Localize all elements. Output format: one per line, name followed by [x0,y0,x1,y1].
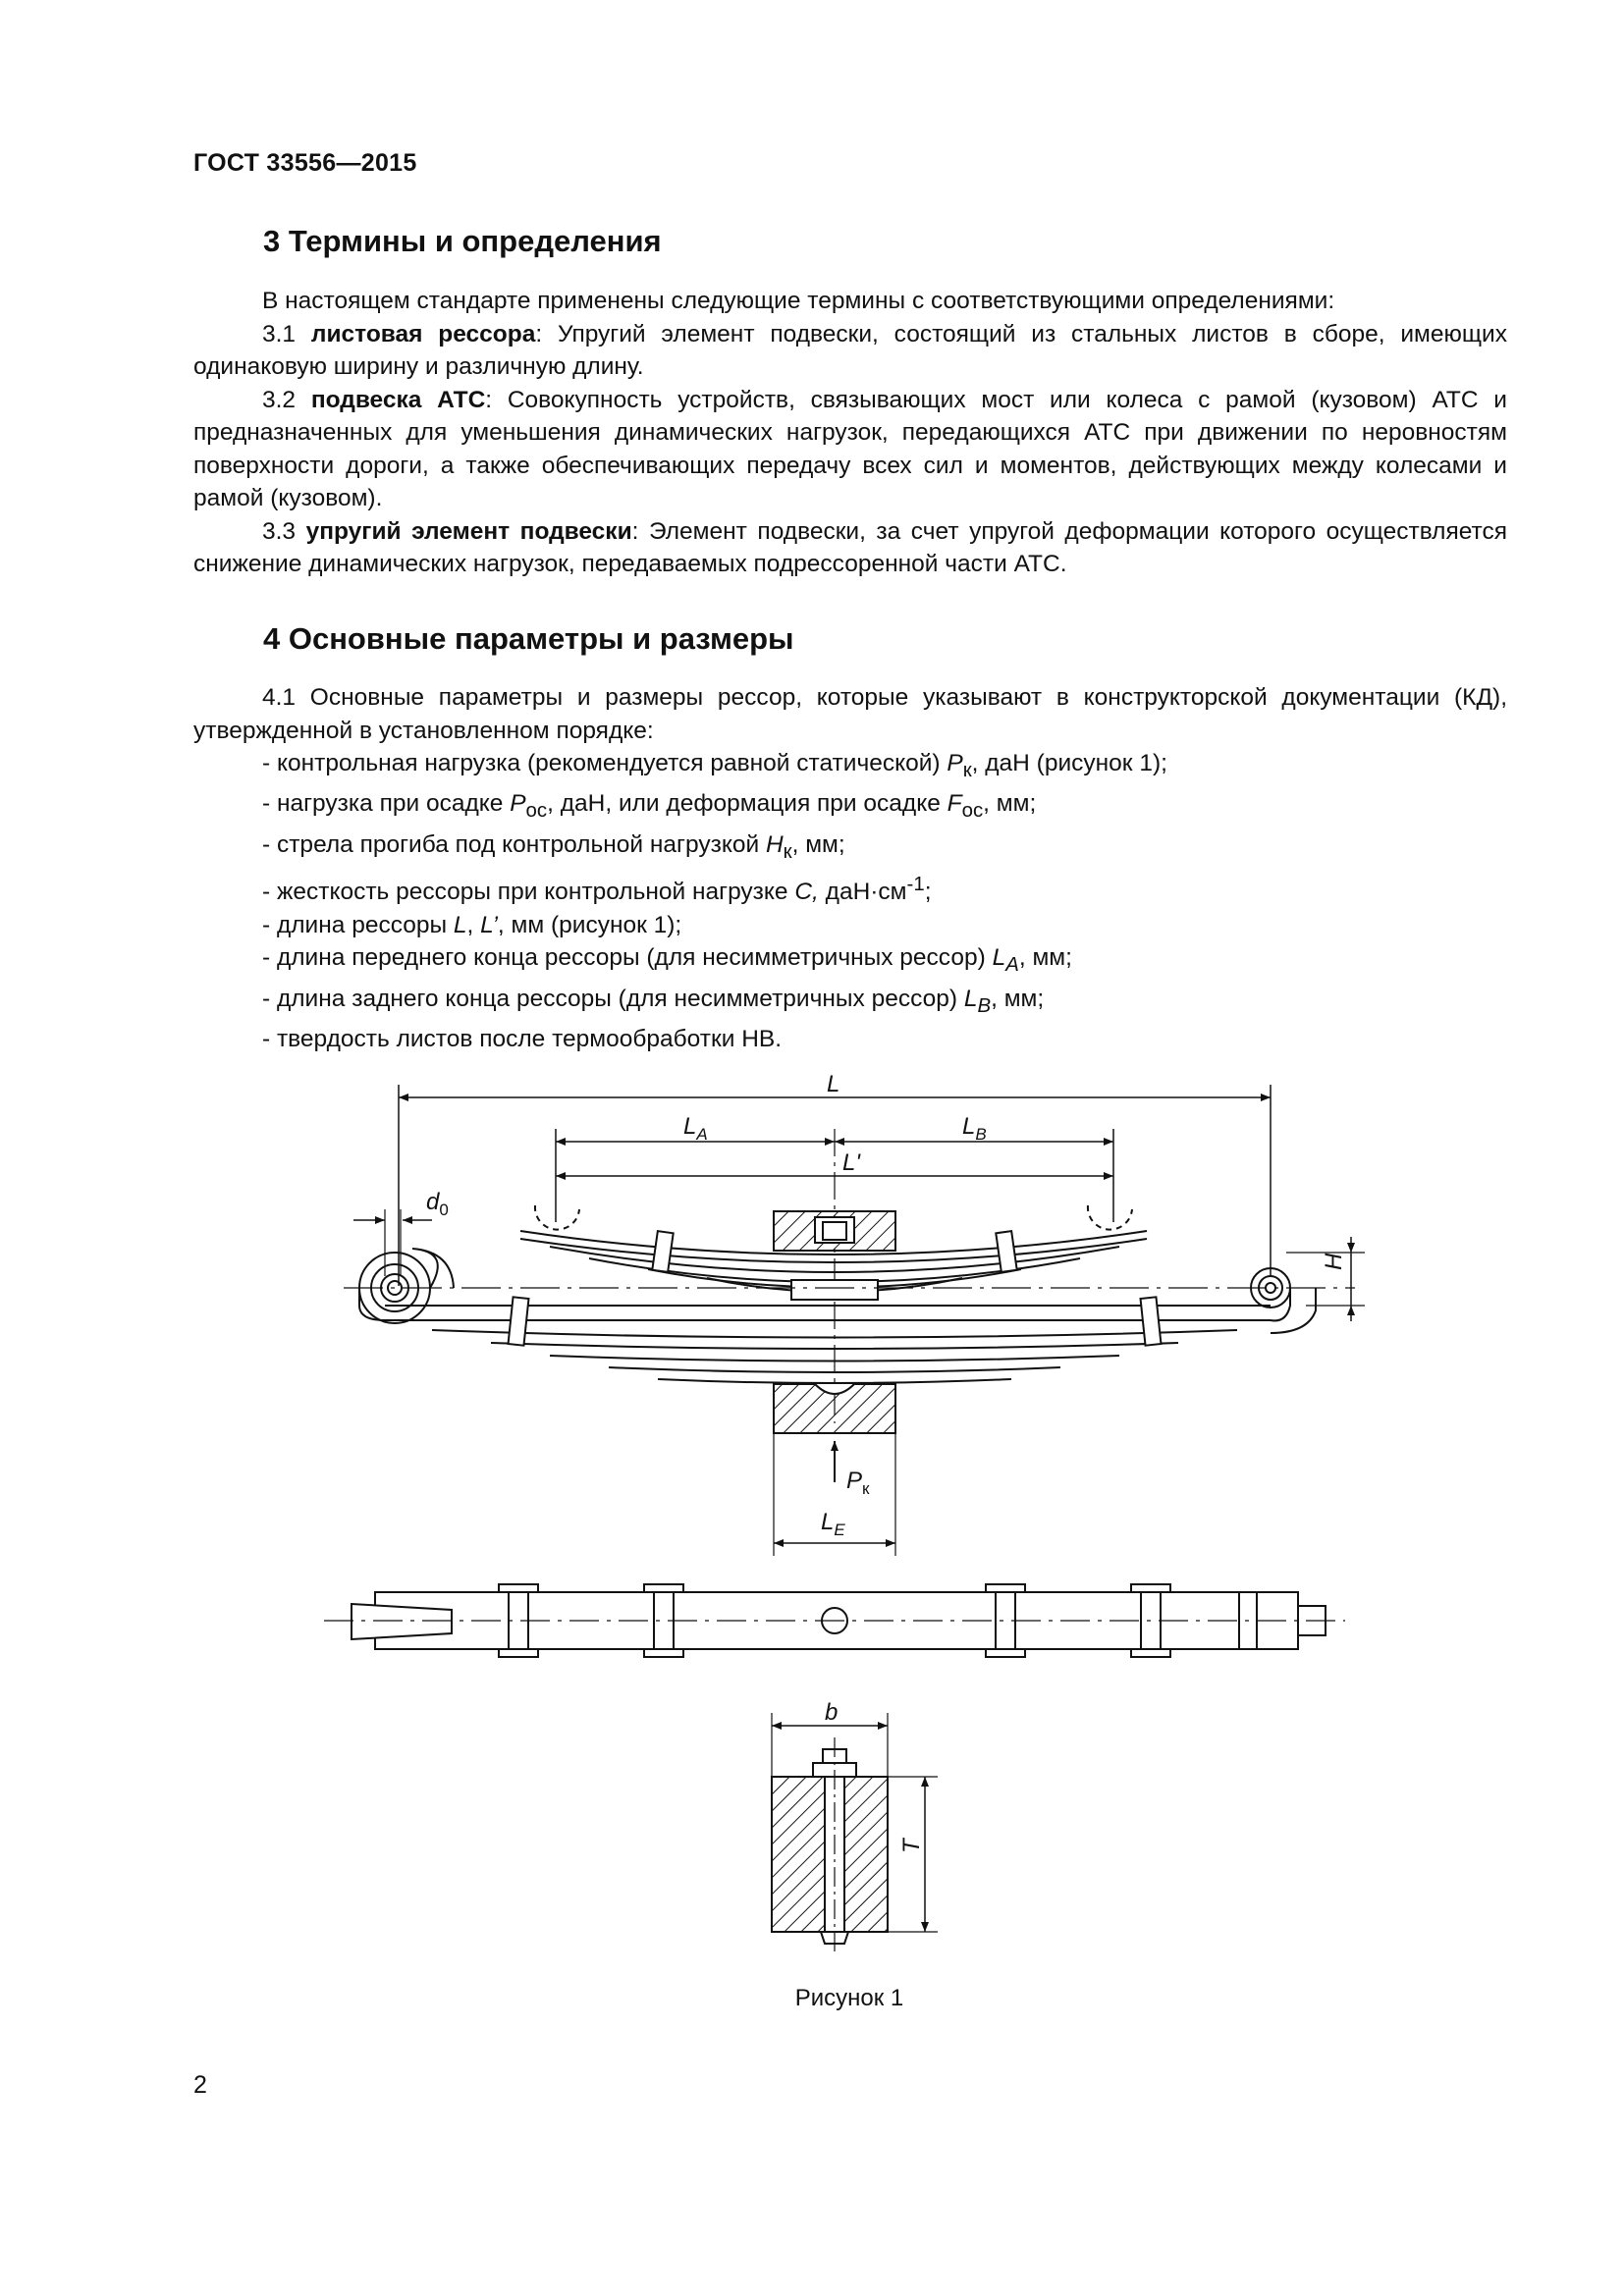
label-LB: $L_B$ [962,1113,987,1144]
label-LE: $L_E$ [821,1509,845,1539]
list-item: - длина рессоры L, L’, мм (рисунок 1); [262,911,682,938]
section-4-title: 4 Основные параметры и размеры [263,621,794,656]
term-definition: : Упругий элемент подвески, состоящий из стальных листов в сборе, имеющих одинаковую ширину и различную длину. [193,320,1507,380]
label-Pk: $P_к$ [846,1468,870,1498]
list-item: - длина переднего конца рессоры (для несимметричных рессор) $L_A$, мм; [262,944,1072,977]
label-LA: $L_A$ [683,1113,708,1144]
section-4-intro: 4.1 Основные параметры и размеры рессор, которые указывают в конструкторской документации (КД), утвержденной в установленном порядке: [193,684,1507,744]
document-header: ГОСТ 33556—2015 [193,149,417,177]
term-3-2: 3.2 подвеска АТС: Совокупность устройств, связывающих мост или колеса с рамой (кузовом) АТС и предназначенных для уменьшения динамических нагрузок, передающихся АТС при движении по неровностям поверхности дороги, а также обеспечивающих передачу всех сил и моментов, действующих между колесами и рамой (кузовом). [193,386,1507,511]
list-item: - контрольная нагрузка (рекомендуется равной статической) $P_к$, даН (рисунок 1); [262,750,1167,781]
list-item: - твердость листов после термообработки НВ. [262,1026,783,1053]
section-3-intro: В настоящем стандарте применены следующие термины с соответствующими определениями: [262,288,1335,314]
page-number: 2 [193,2071,207,2099]
list-item: - нагрузка при осадке $P_{ос}$, даН, или деформация при осадке $F_{ос}$, мм; [262,790,1037,823]
term-3-1: 3.1 листовая рессора: Упругий элемент подвески, состоящий из стальных листов в сборе, имеющих одинаковую ширину и различную длину. [193,320,1507,380]
parameter-list [262,747,1507,1056]
section-3-body [193,285,1507,581]
section-3-title: 3 Термины и определения [263,224,662,258]
term-name: подвеска АТС [310,386,486,413]
term-definition: : Совокупность устройств, связывающих мост или колеса с рамой (кузовом) АТС и предназначенных для уменьшения динамических нагрузок, передающихся АТС при движении по неровностям поверхности дороги, а также обеспечивающих передачу всех сил и моментов, действующих между колесами и рамой (кузовом). [193,386,1507,511]
label-H: H [1321,1253,1347,1270]
label-d0: $d_0$ [426,1189,449,1219]
term-name: листовая рессора [310,320,536,347]
term-definition: : Элемент подвески, за счет упругой деформации которого осуществляется снижение динамических нагрузок, передаваемых подрессоренной части АТС. [193,517,1507,577]
label-L: L [827,1071,840,1097]
list-item: - длина заднего конца рессоры (для несимметричных рессор) $L_B$, мм; [262,985,1045,1017]
label-Lprime: L' [842,1149,860,1176]
figure-caption: Рисунок 1 [794,1985,904,2011]
label-T: T [898,1839,925,1853]
list-item: - жесткость рессоры при контрольной нагрузке C, $даН\cdot см^{-1}$; [262,874,932,906]
term-name: упругий элемент подвески [305,517,632,545]
leaf-spring-drawing [0,1060,1624,1983]
label-b: b [825,1699,839,1726]
term-3-3: 3.3 упругий элемент подвески: Элемент подвески, за счет упругой деформации которого осуществляется снижение динамических нагрузок, передаваемых подрессоренной части АТС. [193,517,1507,577]
list-item: - стрела прогиба под контрольной нагрузкой $H_к$, мм; [262,830,845,863]
